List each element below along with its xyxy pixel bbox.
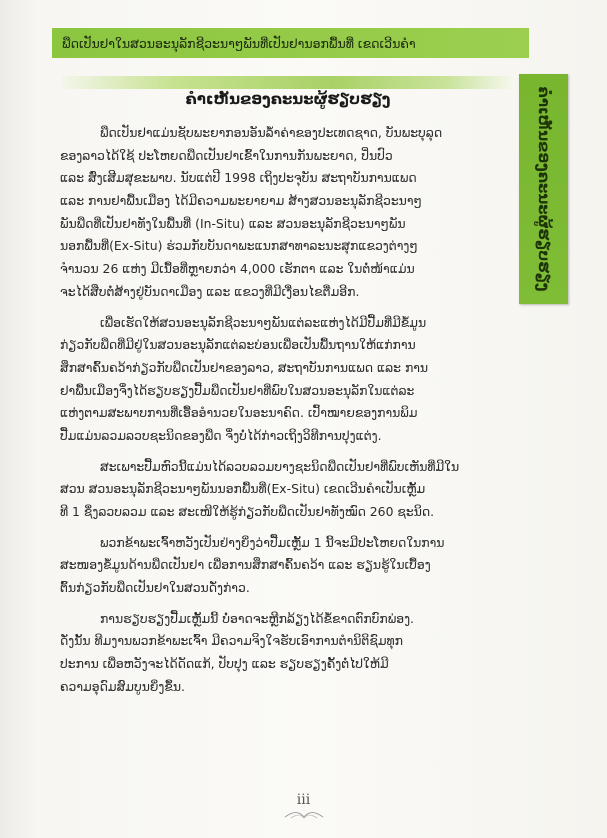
chapter-side-tab-label: ຄໍາເຫັນຂອງຄະນະຜູ້ຮຽບຮຽງ [534,86,553,292]
text-line: ແລະ ການຢາພື້ນເມືອງ ໄດ້ມີຄວາມພະຍາຍາມ ສ້າງສວນອະນຸລັກຊີວະນາໆ [60,193,422,209]
paragraph-4 [60,532,518,600]
text-line: ຢາພື້ນເມືອງຈຶ່ງໄດ້ຮຽບຮຽງປື້ມພືດເປັນຢາທີ່ພົບໃນສວນອະນຸລັກໃນແຕ່ລະ [60,382,415,398]
paragraph-3 [60,456,518,524]
text-line: ແຫ່ງຕາມສະພາບການທີ່ເອື້ອອໍານວຍໃນອະນາຄົດ. ເປົ້າໝາຍຂອງການພິມ [60,405,418,421]
text-line: ພືດເປັນຢາແມ່ນຊັບພະຍາກອນອັນລໍ້າຄ່າຂອງປະເທດຊາດ, ບັນພະບຸລຸດ [100,125,443,140]
paragraph-1 [60,122,518,304]
body-text [60,122,518,699]
chapter-side-tab [519,74,568,304]
text-line: ພວກຂ້າພະເຈົ້າຫວັງເປັນຢ່າງຍິ່ງວ່າປື້ມເຫຼັ້ມ 1 ນີ້ຈະມີປະໂຫຍດໃນການ [100,534,445,550]
text-line: ຈໍານວນ 26 ແຫ່ງ ມີເນື້ອທີ່ຫຼາຍກວ່າ 4,000 ເຮັກຕາ ແລະ ໃນຕໍ່ໜ້າແມ່ນ [60,261,415,277]
text-line: ສະເພາະປື້ມຫົວນີ້ແມ່ນໄດ້ລວບລວມບາງຊະນິດພືດເປັນຢາທີ່ພົບເຫັນທີ່ມີໃນ [100,458,460,474]
text-line: ການຮຽບຮຽງປື້ມເຫຼັ້ມນີ້ ບໍ່ອາດຈະຫຼີກລ້ຽງໄດ້ຂໍ້ຂາດຕົກບົກພ່ອງ. [100,610,415,626]
text-line: ພັນພືດທີ່ເປັນຢາທັງໃນພື້ນທີ່ (In-Situ) ແລະ ສວນອະນຸລັກຊີວະນາໆພັນ [60,215,406,231]
text-line: ທີ 1 ຊຶ່ງລວບລວມ ແລະ ສະເໜີໃຫ້ຮູ້ກ່ຽວກັບພືດເປັນຢາທັງໝົດ 260 ຊະນິດ. [60,504,435,519]
text-line: ແລະ ສົ່ງເສີມສຸຂະພາບ. ນັບແຕ່ປີ 1998 ເຖິງປະຈຸບັນ ສະຖາບັນການແພດ [60,170,417,186]
paragraph-2 [60,312,518,448]
text-line: ຈະໄດ້ສືບຕໍ່ສ້າງຢູ່ບັນດາເມືອງ ແລະ ແຂວງທີ່ມີເງື່ອນໄຂຕື່ມອີກ. [60,283,360,299]
text-line: ຄວາມອຸດົມສົມບູນຍິ່ງຂຶ້ນ. [60,678,185,694]
text-line: ຕົ້ນກ່ຽວກັບພືດເປັນຢາໃນສວນດັ່ງກ່າວ. [60,580,250,596]
text-line: ສວນ ສວນອະນຸລັກຊີວະນາໆພັນນອກພື້ນທີ່(Ex-Situ) ເຂດເວີນຄໍາເປັນເຫຼັ້ມ [60,481,426,497]
text-line: ສະໜອງຂໍ້ມູນດ້ານພືດເປັນຢາ ເພື່ອການສຶກສາຄົ້ນຄວ້າ ແລະ ຮຽນຮູ້ໃນເບື້ອງ [60,557,431,573]
text-line: ນອກພື້ນທີ່(Ex-Situ) ຮ່ວມກັບບັນດາພະແນກສາທາລະນະສຸກແຂວງຕ່າງໆ [60,238,418,254]
text-line: ປະການ ເພື່ອຫວັງຈະໄດ້ດັດແກ້, ປັບປຸງ ແລະ ຮຽບຮຽງຄັ້ງຕໍ່ໄປໃຫ້ມີ [60,656,389,672]
text-line: ດັ່ງນັ້ນ ທີມງານພວກຂ້າພະເຈົ້າ ມີຄວາມຈິງໃຈຮັບເອົາການຕໍານິຕິຊົມທຸກ [60,633,403,649]
flourish-ornament-icon [283,809,325,821]
text-line: ຂອງລາວໄດ້ໃຊ້ ປະໂຫຍດພືດເປັນຢາເຂົ້າໃນການກັນພະຍາດ, ປິ່ນປົວ [60,147,393,163]
text-line: ກ່ຽວກັບພືດທີ່ມີຢູ່ໃນສວນອະນຸລັກແຕ່ລະບ່ອນເພື່ອເປັນພື້ນຖານໃຫ້ແກ່ການ [60,337,416,353]
heading-decoration-bar [62,76,514,89]
page-number: iii [296,792,311,808]
text-line: ສຶກສາຄົ້ນຄວ້າກ່ຽວກັບພືດເປັນຢາຂອງລາວ, ສະຖາບັນການແພດ ແລະ ການ [60,359,429,375]
running-header-title: ພືດເປັນຢາໃນສວນອະນຸລັກຊີວະນາໆພັນທີ່ເປັນຢານອກພື້ນທີ່ ເຂດເວີນຄໍາ [62,35,416,51]
text-line: ເພື່ອເຮັດໃຫ້ສວນອະນຸລັກຊີວະນາໆພັນແຕ່ລະແຫ່ງໄດ້ມີປື້ມທີ່ມີຂໍ້ມູນ [100,314,427,330]
running-header [52,28,529,58]
text-line: ປື້ມແມ່ນລວມລວບຊະນິດຂອງພືດ ຈຶ່ງບໍ່ໄດ້ກ່າວເຖິງວິທີການປຸງແຕ່ງ. [60,427,382,443]
paragraph-5 [60,608,518,699]
section-heading: ຄໍາເຫັນຂອງຄະນະຜູ້ຮຽບຮຽງ [185,90,391,108]
